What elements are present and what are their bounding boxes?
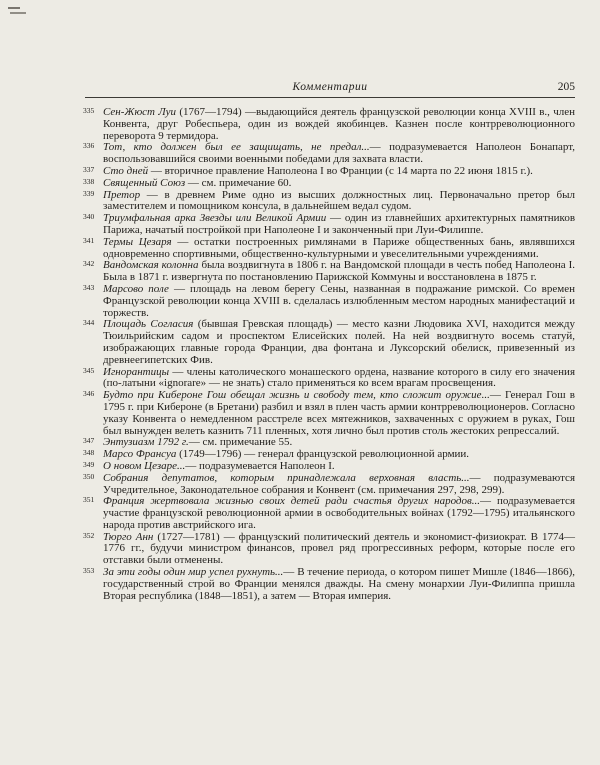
commentary-entry (83, 530, 575, 567)
entry-term: Площадь Согласия (103, 318, 194, 331)
entry-number: 349 (83, 459, 95, 469)
commentary-entry (83, 566, 575, 602)
entry-text: — остатки построенных римлянами в Париже общественных бань, являвшихся одновременно спортивными, общественно-культурными и увеселительными учреждениями. (103, 235, 575, 260)
entry-text: — подразумевается Наполеон I. (185, 459, 335, 472)
scan-artifact (8, 6, 34, 16)
commentary-entry (83, 365, 575, 391)
entry-number: 352 (83, 530, 95, 540)
entry-term: Сен-Жюст Луи (103, 106, 177, 118)
commentary-entry (83, 141, 575, 166)
commentary-entry (83, 495, 576, 531)
entry-text: (1767—1794) —выдающийся деятель французской революции конца XVIII в., член Конвента, друг Робеспьера, один из вождей якобинцев. Казнен после контрреволюционного переворота 9 термидора. (103, 106, 575, 142)
commentary-entry (83, 212, 576, 237)
entry-number: 345 (83, 365, 95, 375)
entry-number: 344 (83, 318, 95, 328)
entry-term: Претор (103, 188, 141, 201)
entry-number: 337 (83, 164, 95, 174)
commentary-entry (83, 188, 575, 214)
entry-text: (бывшая Гревская площадь) — место казни Людовика XVI, находится между Тюильрийским садом и проспектом Елисейских полей. На ней воздвигнуто восемь статуй, изображающих главные города Франции, два фонтана и Луксорский обелиск, привезенный из древнеегипетских Фив. (103, 318, 575, 366)
entry-term: Тюрго Анн (103, 530, 154, 543)
entry-term: Франция жертвовала жизнью своих детей ради счастья других народов... (103, 495, 481, 508)
commentary-list (83, 106, 576, 602)
entry-number: 342 (83, 259, 95, 269)
entry-text: — один из главнейших архитектурных памятников Парижа, начатый постройкой при Наполеоне I и законченный при Луи-Филиппе. (103, 212, 576, 236)
entry-term: Тот, кто должен был ее защищать, не предал... (103, 141, 370, 154)
commentary-entry (83, 318, 575, 366)
commentary-entry (83, 235, 575, 261)
entry-term: Игнорантицы (103, 365, 170, 378)
entry-text: — в древнем Риме одно из высших должностных лиц. Первоначально претор был заместителем и помощником консула, в дальнейшем ведал судом. (103, 188, 575, 213)
entry-number: 339 (83, 188, 95, 198)
commentary-entry (83, 259, 575, 284)
entry-number: 351 (83, 495, 95, 505)
entry-term: Марсо Франсуа (103, 448, 177, 461)
entry-text: — подразумевается Наполеон Бонапарт, воспользовавшийся своими военными победами для захвата власти. (103, 141, 575, 166)
entry-number: 341 (83, 235, 95, 245)
entry-term: Вандомская колонна (103, 259, 199, 272)
entry-term: Триумфальная арка Звезды или Великой Армии (103, 212, 327, 225)
entry-term: Марсово поле (103, 282, 169, 295)
entry-text: — см. примечание 60. (185, 176, 292, 189)
entry-number: 350 (83, 471, 95, 481)
entry-text: (1749—1796) — генерал французской революционной армии. (176, 448, 470, 461)
commentary-entry (83, 282, 575, 319)
entry-number: 340 (83, 212, 95, 222)
entry-number: 346 (83, 389, 95, 399)
commentary-entry (83, 471, 576, 497)
entry-term: За эти годы один мир успел рухнуть... (103, 566, 284, 579)
running-title: Комментарии (292, 81, 368, 93)
entry-term: О новом Цезаре... (103, 459, 186, 472)
entry-number: 338 (83, 176, 95, 186)
entry-term: Энтузиазм 1792 г. (103, 436, 189, 449)
entry-text: (1727—1781) — французский политический деятель и экономист-физиократ. В 1774—1776 гг., будучи министром финансов, провел ряд прогрессивных реформ, которые после его отставки были отменены. (103, 530, 575, 567)
entry-number: 347 (83, 436, 95, 446)
entry-number: 343 (83, 282, 95, 292)
commentary-entry (83, 106, 575, 142)
entry-number: 336 (83, 141, 95, 151)
entry-term: Священный Союз (103, 176, 186, 189)
entry-text: — Генерал Гош в 1795 г. при Кибероне (в Бретани) разбил и взял в плен часть армии контрреволюционеров. Согласно указу Конвента о немедленном расстреле всех мятежников, захваченных с оружием в руках, Гош был вынужден велеть казнить 711 пленных, хотя лично был против столь жестоких репрессалий. (103, 389, 575, 437)
entry-text: — площадь на левом берегу Сены, названная в подражание римской. Со времен Французской революции конца XVIII в. сделалась излюбленным местом народных манифестаций и торжеств. (103, 282, 575, 319)
entry-text: — подразумевается участие французской революционной армии в освободительных войнах (1792—1795) итальянского народа против австрийского ига. (103, 495, 576, 531)
commentary-entry (83, 389, 575, 437)
entry-term: Будто при Кибероне Гош обещал жизнь и свободу тем, кто сложит оружие... (103, 389, 490, 402)
entry-text: — В течение периода, о котором пишет Мишле (1846—1866), государственный строй во Франции менялся дважды. На смену монархии Луи-Филиппа пришла Вторая республика (1848—1851), а затем — Вторая империя. (103, 566, 575, 602)
page-number: 205 (557, 81, 575, 93)
header-rule (85, 97, 575, 98)
entry-number: 335 (83, 106, 95, 115)
entry-number: 348 (83, 448, 95, 458)
entry-text: — см. примечание 55. (188, 436, 293, 449)
entry-text: — члены католического монашеского ордена, название которого в силу его значения (по-латыни «ignorare» — не знать) стало применяться ко всем врагам просвещения. (103, 365, 575, 390)
entry-text: была воздвигнута в 1806 г. на Вандомской площади в честь побед Наполеона I. Была в 1871 г. извергнута по постановлению Парижской Коммуны и восстановлена в 1875 г. (103, 259, 575, 284)
entry-text: — подразумеваются Учредительное, Законодательное собрания и Конвент (см. примечания 297, 298, 299). (103, 471, 576, 496)
page-header (85, 80, 575, 95)
entry-number: 353 (83, 566, 95, 576)
entry-term: Термы Цезаря (103, 235, 172, 248)
entry-term: Собрания депутатов, которым принадлежала верховная власть... (103, 471, 470, 484)
entry-term: Сто дней (103, 164, 149, 177)
entry-text: — вторичное правление Наполеона I во Франции (с 14 марта по 22 июня 1815 г.). (148, 164, 533, 177)
